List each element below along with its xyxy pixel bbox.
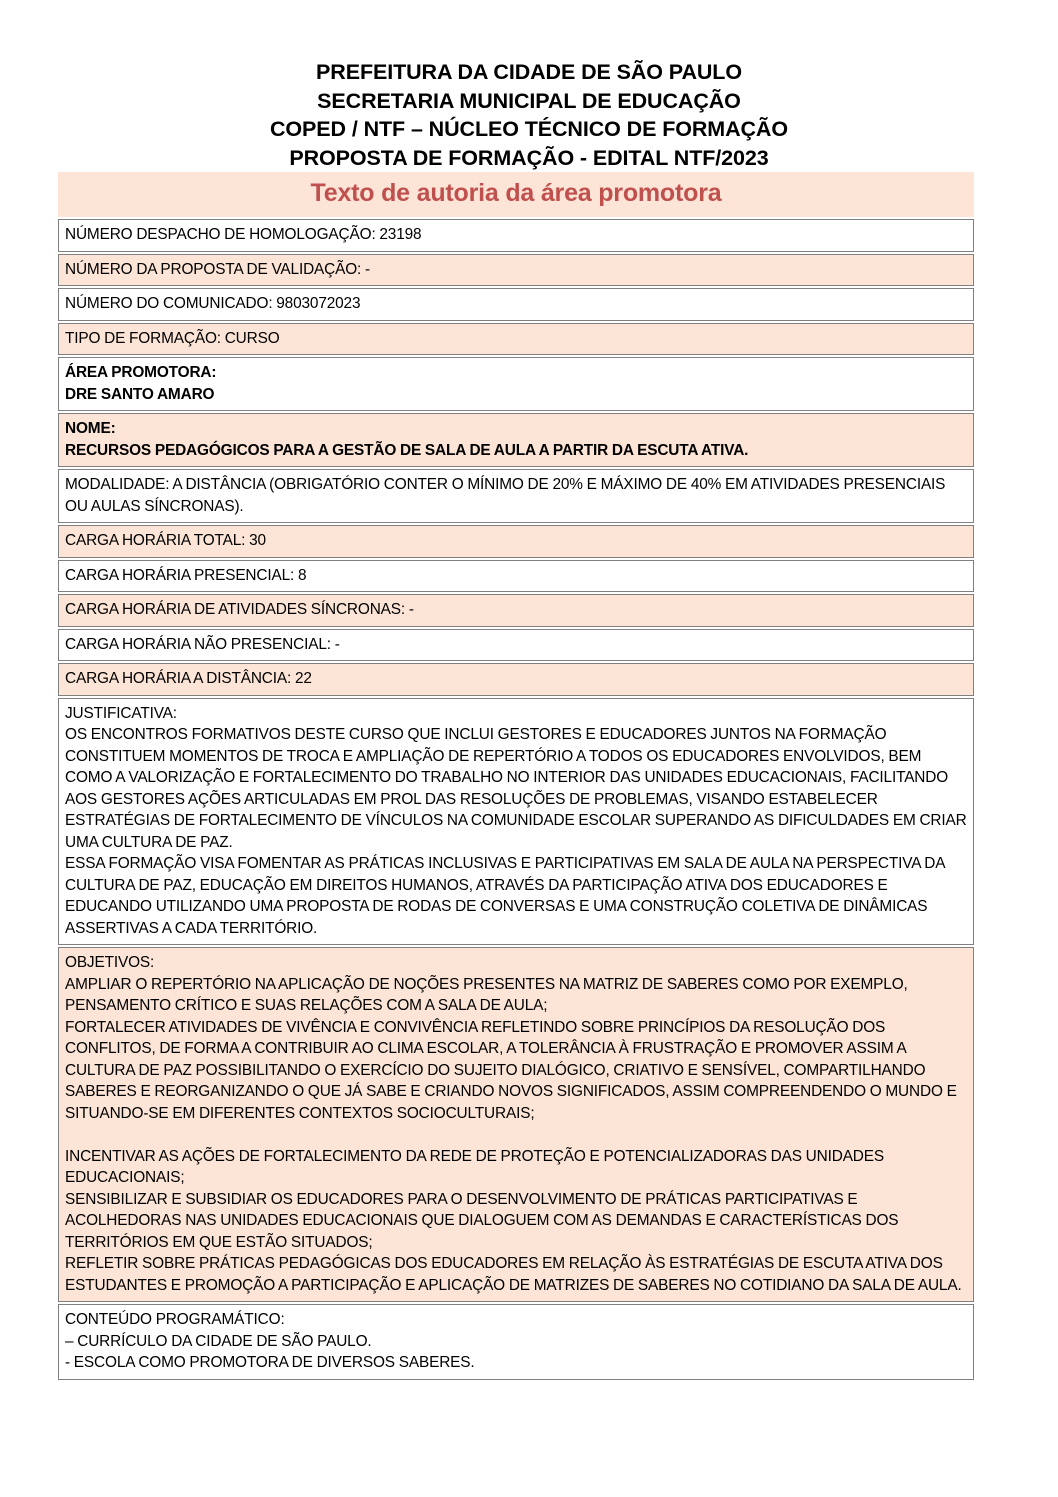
row-line: ESSA FORMAÇÃO VISA FOMENTAR AS PRÁTICAS INCLUSIVAS E PARTICIPATIVAS EM SALA DE AULA NA PERSPECTIVA DA CULTURA DE PAZ, EDUCAÇÃO EM DIREITOS HUMANOS, ATRAVÉS DA PARTICIPAÇÃO ATIVA DOS EDUCADORES E EDUCANDO UTILIZANDO UMA PROPOSTA DE RODAS DE CONVERSAS E UMA CONSTRUÇÃO COLETIVA DE DINÂMICAS ASSERTIVAS A CADA TERRITÓRIO. (65, 855, 945, 937)
row-carga-horaria-total (58, 525, 974, 558)
row-line: MODALIDADE: A DISTÂNCIA (OBRIGATÓRIO CONTER O MÍNIMO DE 20% E MÁXIMO DE 40% EM ATIVIDADES PRESENCIAIS OU AULAS SÍNCRONAS). (65, 476, 946, 515)
proposta-formacao-table (58, 172, 974, 1382)
row-line: NOME: (65, 420, 116, 437)
row-carga-horaria-a-distancia (58, 663, 974, 696)
table-row (58, 469, 974, 523)
row-line: CARGA HORÁRIA A DISTÂNCIA: 22 (65, 670, 312, 687)
row-numero-despacho-homologacao (58, 219, 974, 252)
row-line: SENSIBILIZAR E SUBSIDIAR OS EDUCADORES PARA O DESENVOLVIMENTO DE PRÁTICAS PARTICIPATIVAS E ACOLHEDORAS NAS UNIDADES EDUCACIONAIS QUE DIALOGUEM COM AS DEMANDAS E CARACTERÍSTICAS DOS TERRITÓRIOS EM QUE ESTÃO SITUADOS; (65, 1190, 899, 1251)
table-row (58, 254, 974, 287)
table-row (58, 525, 974, 558)
table-row (58, 288, 974, 321)
title-band-row (58, 172, 974, 217)
row-modalidade (58, 469, 974, 523)
title-band-cell (58, 172, 974, 217)
row-line: DRE SANTO AMARO (65, 385, 215, 403)
row-line: NÚMERO DA PROPOSTA DE VALIDAÇÃO: - (65, 260, 370, 278)
document-header (0, 0, 1058, 172)
row-nome-da-formacao (58, 413, 974, 467)
row-line: ÁREA PROMOTORA: (65, 364, 217, 381)
row-line: REFLETIR SOBRE PRÁTICAS PEDAGÓGICAS DOS EDUCADORES EM RELAÇÃO ÀS ESTRATÉGIAS DE ESCUTA ATIVA DOS ESTUDANTES E PROMOÇÃO A PARTICIPAÇÃO E APLICAÇÃO DE MATRIZES DE SABERES NO COTIDIANO DA SALA DE AULA. (65, 1255, 962, 1294)
table-row (58, 413, 974, 467)
row-line: CARGA HORÁRIA NÃO PRESENCIAL: - (65, 635, 340, 653)
row-tipo-de-formacao (58, 323, 974, 356)
row-area-promotora (58, 357, 974, 411)
table-row (58, 357, 974, 411)
row-line: JUSTIFICATIVA: (65, 704, 177, 722)
row-conteudo-programatico (58, 1304, 974, 1380)
header-line-coped-ntf: COPED / NTF – NÚCLEO TÉCNICO DE FORMAÇÃO (270, 117, 788, 141)
row-line (65, 1124, 967, 1146)
row-line: INCENTIVAR AS AÇÕES DE FORTALECIMENTO DA REDE DE PROTEÇÃO E POTENCIALIZADORAS DAS UNIDADES EDUCACIONAIS; (65, 1147, 885, 1186)
table-body (58, 172, 974, 219)
row-line: CARGA HORÁRIA PRESENCIAL: 8 (65, 566, 307, 584)
row-line: – CURRÍCULO DA CIDADE DE SÃO PAULO. (65, 1332, 372, 1350)
row-line: OBJETIVOS: (65, 954, 155, 971)
row-numero-proposta-validacao (58, 254, 974, 287)
row-line: - ESCOLA COMO PROMOTORA DE DIVERSOS SABERES. (65, 1354, 475, 1371)
row-carga-horaria-atividades-sincronas (58, 594, 974, 627)
table-row (58, 698, 974, 946)
table-row (58, 219, 974, 252)
row-line: FORTALECER ATIVIDADES DE VIVÊNCIA E CONVIVÊNCIA REFLETINDO SOBRE PRINCÍPIOS DA RESOLUÇÃO DOS CONFLITOS, DE FORMA A CONTRIBUIR AO CLIMA ESCOLAR, A TOLERÂNCIA À FRUSTRAÇÃO E PROMOVER ASSIM A CULTURA DE PAZ POSSIBILITANDO O EXERCÍCIO DO SUJEITO DIALÓGICO, CRIATIVO E SENSÍVEL, COMPARTILHANDO SABERES E REORGANIZANDO O QUE JÁ SABE E CRIANDO NOVOS SIGNIFICADOS, ASSIM COMPREENDENDO O MUNDO E SITUANDO-SE EM DIFERENTES CONTEXTOS SOCIOCULTURAIS; (65, 1018, 957, 1122)
title-band-text: Texto de autoria da área promotora (310, 179, 722, 207)
row-carga-horaria-presencial (58, 560, 974, 593)
table-row (58, 629, 974, 662)
table-row (58, 594, 974, 627)
row-line: CONTEÚDO PROGRAMÁTICO: (65, 1311, 285, 1328)
table-rows-body (58, 219, 974, 1382)
row-line: RECURSOS PEDAGÓGICOS PARA A GESTÃO DE SALA DE AULA A PARTIR DA ESCUTA ATIVA. (65, 441, 749, 459)
table-row (58, 1304, 974, 1380)
row-line: CARGA HORÁRIA DE ATIVIDADES SÍNCRONAS: - (65, 601, 414, 618)
header-line-prefeitura: PREFEITURA DA CIDADE DE SÃO PAULO (316, 60, 742, 84)
row-line: AMPLIAR O REPERTÓRIO NA APLICAÇÃO DE NOÇÕES PRESENTES NA MATRIZ DE SABERES COMO POR EXEMPLO, PENSAMENTO CRÍTICO E SUAS RELAÇÕES COM A SALA DE AULA; (65, 975, 908, 1014)
row-carga-horaria-nao-presencial (58, 629, 974, 662)
table-row (58, 560, 974, 593)
row-spacer (58, 1380, 974, 1382)
table-row (58, 323, 974, 356)
row-line: TIPO DE FORMAÇÃO: CURSO (65, 329, 280, 347)
row-numero-comunicado (58, 288, 974, 321)
row-line: CARGA HORÁRIA TOTAL: 30 (65, 532, 266, 549)
header-line-secretaria: SECRETARIA MUNICIPAL DE EDUCAÇÃO (317, 88, 741, 113)
row-line: NÚMERO DO COMUNICADO: 9803072023 (65, 295, 361, 312)
header-line-proposta-edital: PROPOSTA DE FORMAÇÃO - EDITAL NTF/2023 (289, 145, 769, 170)
row-spacer-cell (58, 1380, 974, 1382)
row-line: OS ENCONTROS FORMATIVOS DESTE CURSO QUE INCLUI GESTORES E EDUCADORES JUNTOS NA FORMAÇÃO CONSTITUEM MOMENTOS DE TROCA E AMPLIAÇÃO DE REPERTÓRIO A TODOS OS EDUCADORES ENVOLVIDOS, BEM COMO A VALORIZAÇÃO E FORTALECIMENTO DO TRABALHO NO INTERIOR DAS UNIDADES EDUCACIONAIS, FACILITANDO AOS GESTORES AÇÕES ARTICULADAS EM PROL DAS RESOLUÇÕES DE PROBLEMAS, VISANDO ESTABELECER ESTRATÉGIAS DE FORTALECIMENTO DE VÍNCULOS NA COMUNIDADE ESCOLAR SUPERANDO AS DIFICULDADES EM CRIAR UMA CULTURA DE PAZ. (65, 726, 967, 851)
table-row (58, 947, 974, 1302)
row-objetivos (58, 947, 974, 1302)
row-justificativa (58, 698, 974, 946)
row-line: NÚMERO DESPACHO DE HOMOLOGAÇÃO: 23198 (65, 226, 422, 243)
table-row (58, 663, 974, 696)
